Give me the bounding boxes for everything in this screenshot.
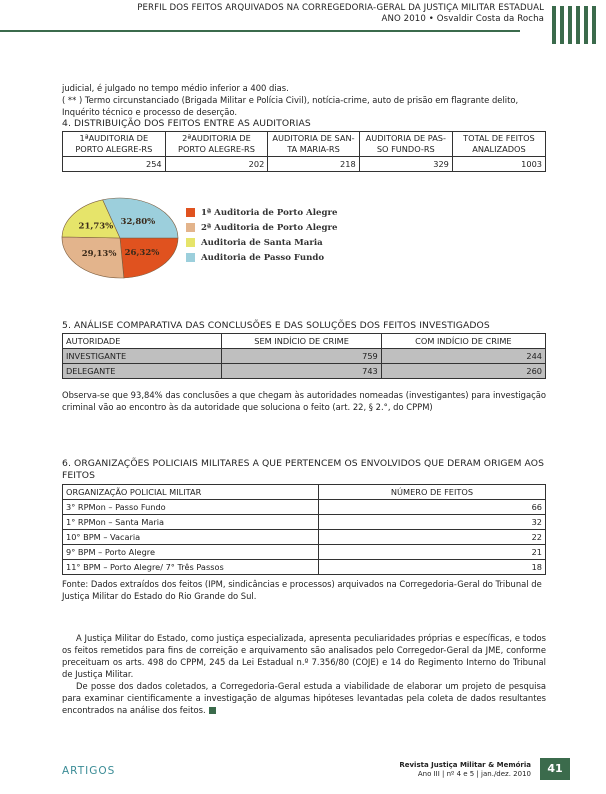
section-6-title: 6. ORGANIZAÇÕES POLICIAIS MILITARES A QUE PERTENCEM OS ENVOLVIDOS QUE DERAM ORIGEM AOS FEITOS [62,458,545,481]
legend-item [186,220,337,235]
cell-value: 202 [165,157,268,172]
col-com-indicio: COM INDÍCIO DE CRIME [381,334,545,349]
section-6 [62,458,546,602]
legend-swatch [186,208,195,217]
cell-label: 11° BPM – Porto Alegre/ 7° Três Passos [63,560,319,575]
cell-value: 1003 [452,157,545,172]
pie-slice-label: 29,13% [81,249,117,259]
table-row [63,157,546,172]
legend-label: Auditoria de Santa Maria [201,237,323,248]
cell-label: 3° RPMon – Passo Fundo [63,500,319,515]
table-header-row [63,485,546,500]
cell-value: 21 [318,545,545,560]
col-total: TOTAL DE FEITOS ANALIZADOS [452,132,545,157]
table-row [63,560,546,575]
col-passo-fundo: AUDITORIA DE PAS-SO FUNDO-RS [359,132,452,157]
col-1a-auditoria: 1ªAUDITORIA DE PORTO ALEGRE-RS [63,132,166,157]
cell-label: 9° BPM – Porto Alegre [63,545,319,560]
legend-label: Auditoria de Passo Fundo [201,252,325,263]
pie-legend [186,205,337,265]
table-row [63,530,546,545]
pie-slice-label: 21,73% [78,221,114,232]
cell-value: 743 [222,364,381,379]
legend-swatch [186,253,195,262]
footer-journal [399,761,531,779]
intro-line-2: ( ** ) Termo circunstanciado (Brigada Militar e Polícia Civil), notícia-crime, auto de prisão em flagrante delito, Inquérito técnico e processo de deserção. [62,95,519,117]
cell-value: 759 [222,349,381,364]
col-sem-indicio: SEM INDÍCIO DE CRIME [222,334,381,349]
cell-label: DELEGANTE [63,364,222,379]
col-santa-maria: AUDITORIA DE SAN-TA MARIA-RS [268,132,359,157]
table-row [63,364,546,379]
table-source: Fonte: Dados extraídos dos feitos (IPM, sindicâncias e processos) arquivados na Corregedoria-Geral do Tribunal de Justiça Militar do Estado do Rio Grande do Sul. [62,579,542,601]
table-row [63,545,546,560]
header-author: ANO 2010 • Osvaldir Costa da Rocha [381,14,544,24]
auditorias-table [62,131,546,172]
journal-issue: Ano III | nº 4 e 5 | jan./dez. 2010 [417,770,531,778]
table-row [63,500,546,515]
section-5-note: Observa-se que 93,84% das conclusões a que chegam às autoridades nomeadas (investigantes) para investigação criminal vão ao encontro às da autoridade que soluciona o feito (art. 22, § 2.°, do CPPM) [62,390,546,412]
cell-value: 22 [318,530,545,545]
table-row [63,349,546,364]
organizacoes-table [62,484,546,575]
cell-label: INVESTIGANTE [63,349,222,364]
cell-value: 218 [268,157,359,172]
conclusoes-table [62,333,546,379]
distribution-pie-chart [58,188,188,288]
header-rule [0,30,520,32]
cell-value: 244 [381,349,545,364]
header-title: PERFIL DOS FEITOS ARQUIVADOS NA CORREGEDORIA-GERAL DA JUSTIÇA MILITAR ESTADUAL [137,3,544,13]
legend-swatch [186,223,195,232]
paragraph: De posse dos dados coletados, a Corregedoria-Geral estuda a viabilidade de elaborar um projeto de pesquisa para examinar cientificamente a investigação de algumas hipóteses levantadas pela coleta de dados resultantes encontrados na análise dos feitos. [62,681,546,715]
cell-value: 254 [63,157,166,172]
col-organizacao: ORGANIZAÇÃO POLICIAL MILITAR [63,485,319,500]
legend-label: 1ª Auditoria de Porto Alegre [201,207,338,218]
header-stripes-decoration [552,6,600,44]
journal-title: Revista Justiça Militar & Memória [399,761,531,769]
table-header-row [63,334,546,349]
legend-item [186,250,337,265]
section-5-title: 5. ANÁLISE COMPARATIVA DAS CONCLUSÕES E DAS SOLUÇÕES DOS FEITOS INVESTIGADOS [62,320,490,331]
pie-slice-label: 26,32% [124,248,160,259]
col-numero-feitos: NÚMERO DE FEITOS [318,485,545,500]
cell-label: 10° BPM – Vacaria [63,530,319,545]
page-number: 41 [540,758,570,780]
section-4 [62,118,546,172]
cell-value: 260 [381,364,545,379]
body-text [62,632,546,716]
table-row [63,515,546,530]
col-2a-auditoria: 2ªAUDITORIA DE PORTO ALEGRE-RS [165,132,268,157]
section-5 [62,320,546,413]
cell-value: 32 [318,515,545,530]
footer-section-label: ARTIGOS [62,765,116,777]
legend-label: 2ª Auditoria de Porto Alegre [201,222,338,233]
cell-value: 66 [318,500,545,515]
intro-line-1: judicial, é julgado no tempo médio inferior a 400 dias. [62,83,289,93]
table-header-row [63,132,546,157]
end-mark-icon [209,707,216,714]
cell-value: 18 [318,560,545,575]
paragraph: A Justiça Militar do Estado, como justiça especializada, apresenta peculiaridades próprias e específicas, e todos os feitos remetidos para fins de correição e arquivamento são analisados pelo Corregedor-Geral da JME, conforme preceituam os arts. 498 do CPPM, 245 da Lei Estadual n.º 7.356/80 (COJE) e 14 do Regimento Interno do Tribunal de Justiça Militar. [62,633,546,679]
legend-swatch [186,238,195,247]
running-header [137,3,544,25]
cell-value: 329 [359,157,452,172]
intro-text [62,82,546,118]
pie-slice-label: 32,80% [120,217,156,228]
cell-label: 1° RPMon – Santa Maria [63,515,319,530]
legend-item [186,205,337,220]
section-4-title: 4. DISTRIBUIÇÃO DOS FEITOS ENTRE AS AUDITORIAS [62,118,311,129]
col-autoridade: AUTORIDADE [63,334,222,349]
legend-item [186,235,337,250]
